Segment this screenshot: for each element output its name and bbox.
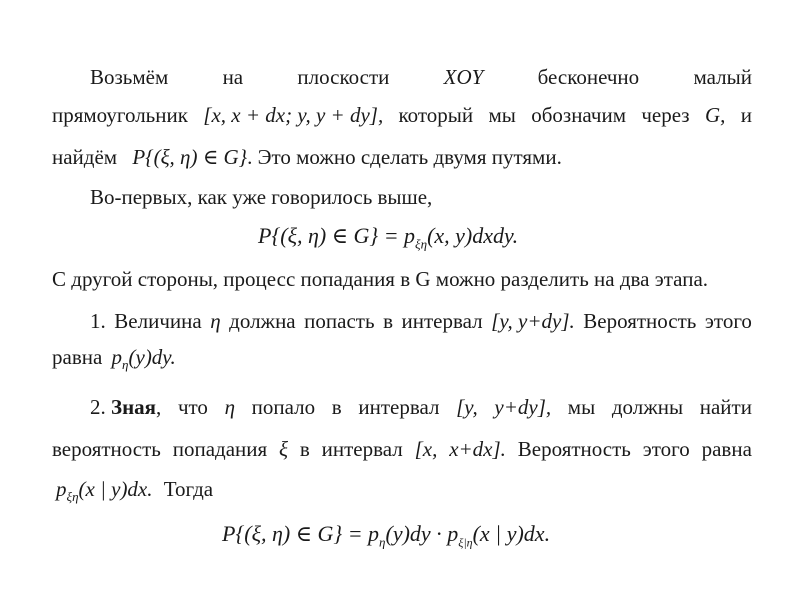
math-word: ξ	[279, 437, 289, 461]
density-symbol: p	[447, 521, 459, 546]
word: Вероятность	[517, 437, 631, 461]
word: который	[398, 103, 474, 127]
math-interval: [x, x + dx; y, y + dy],	[203, 103, 384, 127]
math-interval: [y, y+dy].	[491, 309, 575, 333]
word: этого	[704, 309, 752, 333]
density-subscript: η	[122, 357, 129, 373]
word: и	[740, 103, 752, 127]
word: мы	[488, 103, 516, 127]
paragraph-3: С другой стороны, процесс попадания в G можно разделить на два этапа.	[52, 267, 709, 291]
math-word: y+dy],	[494, 395, 552, 419]
word: Вероятность	[583, 309, 697, 333]
step-number-group: 2. Зная,	[90, 395, 162, 419]
density-symbol: p	[111, 345, 123, 369]
density-symbol: p	[404, 223, 416, 248]
word: бесконечно	[537, 65, 640, 89]
word: плоскости	[297, 65, 390, 89]
math-word: G,	[704, 103, 726, 127]
step-2-line-2	[52, 436, 752, 462]
word: интервал	[358, 395, 440, 419]
density-subscript: ξ|η	[458, 535, 473, 550]
math-word: η	[210, 309, 221, 333]
word: в	[331, 395, 342, 419]
word: вероятность	[52, 437, 161, 461]
word: должны	[611, 395, 684, 419]
word: интервал	[321, 437, 403, 461]
paragraph-2: Во-первых, как уже говорилось выше,	[90, 185, 433, 209]
word: на	[222, 65, 244, 89]
density-subscript: η	[379, 534, 386, 550]
word: найти	[699, 395, 752, 419]
word: найдём	[52, 145, 118, 169]
word: Тогда	[163, 477, 214, 501]
word: равна	[52, 345, 103, 369]
formula-2	[222, 520, 550, 556]
word: через	[641, 103, 690, 127]
formula-lhs: P{(ξ, η) ∈ G} =	[222, 521, 369, 546]
density-subscript: ξη	[415, 236, 428, 252]
word: интервал	[401, 309, 483, 333]
word: равна	[701, 437, 752, 461]
density-subscript: ξη	[66, 489, 79, 505]
formula-lhs: P{(ξ, η) ∈ G} =	[258, 223, 405, 248]
step-number: 1.	[90, 309, 106, 333]
step-1-line-2	[52, 344, 176, 378]
paragraph-1-line-2	[52, 102, 752, 128]
density-symbol: p	[56, 477, 67, 501]
density-symbol: p	[368, 521, 380, 546]
math-word: [x,	[414, 437, 438, 461]
paragraph-1-line-3	[52, 144, 562, 170]
formula-tail: (x | y)dx.	[472, 521, 551, 546]
formula-tail: (x | y)dx.	[78, 477, 153, 501]
math-word: x+dx].	[449, 437, 506, 461]
word: этого	[642, 437, 690, 461]
formula-1	[258, 222, 518, 258]
formula-tail: (y)dy.	[128, 345, 176, 369]
word: мы	[567, 395, 596, 419]
word: обозначим	[531, 103, 627, 127]
word: попасть	[304, 309, 375, 333]
step-2-line-1	[90, 394, 752, 420]
word: Величина	[114, 309, 202, 333]
word: Возьмём	[90, 65, 169, 89]
word: что	[177, 395, 208, 419]
math-word: XOY	[443, 65, 484, 89]
formula-tail: (x, y)dxdy.	[427, 223, 519, 248]
word: попадания	[172, 437, 268, 461]
step-number: 2.	[90, 395, 106, 419]
word: прямоугольник	[52, 103, 188, 127]
paragraph-1-line-1	[52, 64, 752, 90]
sentence-tail: . Это можно сделать двумя путями.	[247, 145, 562, 169]
word: должна	[229, 309, 296, 333]
word: в	[383, 309, 393, 333]
step-2-line-3	[56, 476, 213, 510]
math-word: [y,	[456, 395, 478, 419]
word: малый	[693, 65, 752, 89]
formula-middle: (y)dy ·	[385, 521, 448, 546]
word: в	[299, 437, 310, 461]
math-probability: P{(ξ, η) ∈ G}	[132, 145, 248, 169]
step-1-line-1	[90, 308, 752, 334]
math-word: η	[224, 395, 235, 419]
bold-word: Зная	[111, 395, 157, 419]
word: попало	[251, 395, 316, 419]
